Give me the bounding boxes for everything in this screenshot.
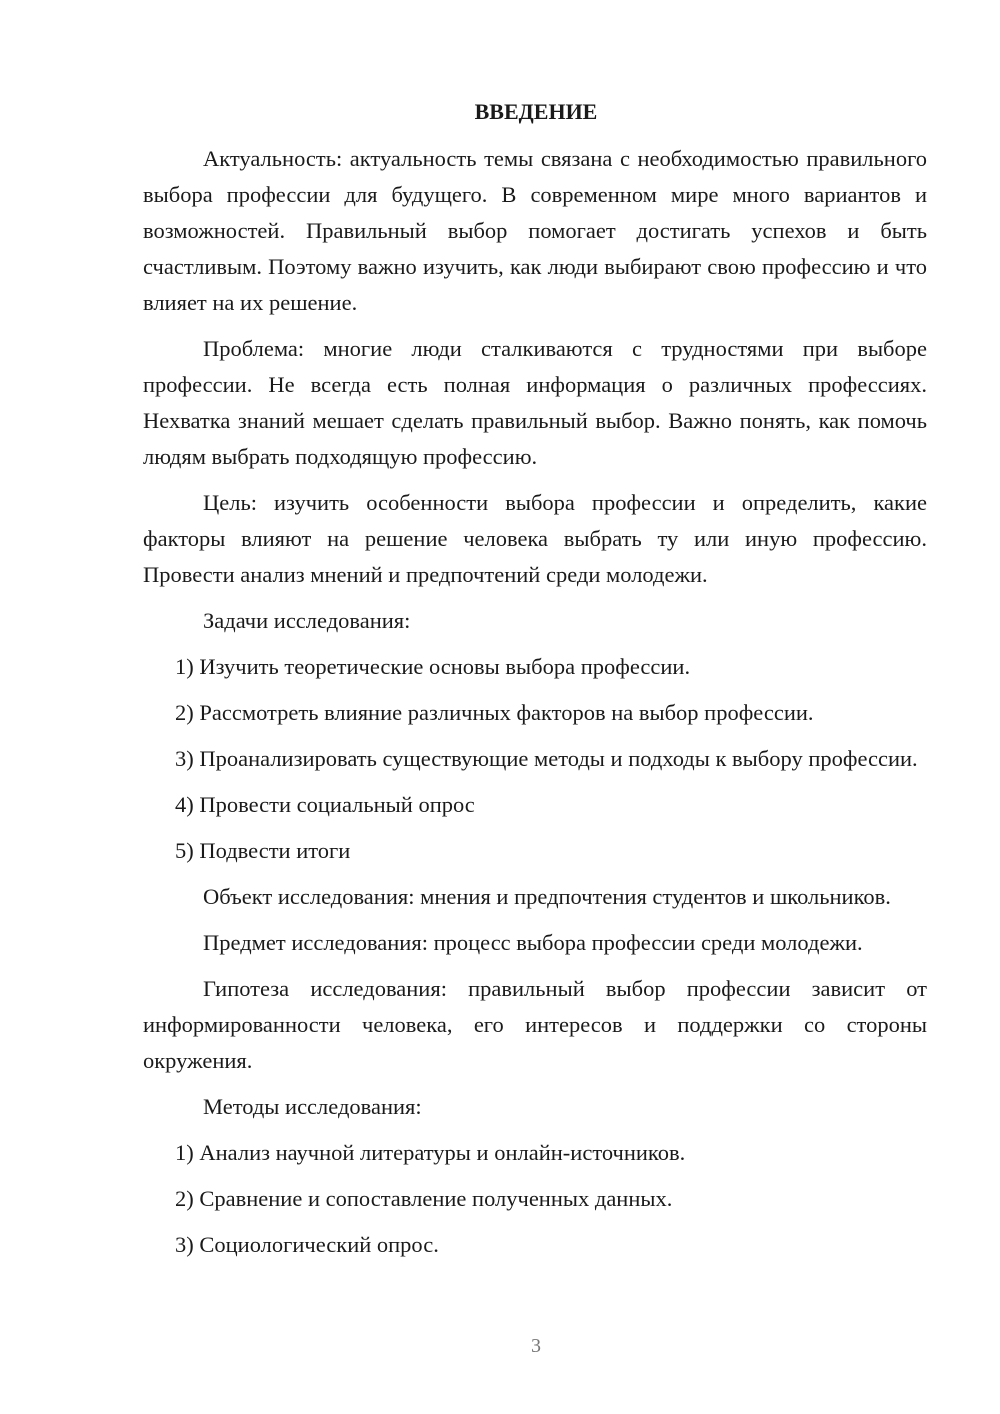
hypothesis-paragraph: Гипотеза исследования: правильный выбор профессии зависит от информированности человека, его интересов и поддержки со стороны окружения. [143, 976, 927, 1073]
object-paragraph: Объект исследования: мнения и предпочтения студентов и школьников. [203, 884, 891, 909]
methods-heading: Методы исследования: [203, 1094, 422, 1119]
goal-paragraph: Цель: изучить особенности выбора профессии и определить, какие факторы влияют на решение человека выбрать ту или иную профессию. Провести анализ мнений и предпочтений среди молодежи. [143, 490, 927, 587]
document-body [143, 141, 927, 1273]
tasks-heading: Задачи исследования: [203, 608, 411, 633]
page-title: ВВЕДЕНИЕ [474, 99, 598, 124]
page-number: 3 [531, 1335, 541, 1357]
problem-paragraph: Проблема: многие люди сталкиваются с трудностями при выборе профессии. Не всегда есть полная информация о различных профессиях. Нехватка знаний мешает сделать правильный выбор. Важно понять, как помочь людям выбрать подходящую профессию. [143, 336, 927, 469]
task-item: 4) Провести социальный опрос [175, 792, 475, 817]
subject-paragraph: Предмет исследования: процесс выбора профессии среди молодежи. [203, 930, 863, 955]
method-item: 2) Сравнение и сопоставление полученных данных. [175, 1186, 673, 1211]
task-item: 5) Подвести итоги [175, 838, 351, 863]
task-item: 2) Рассмотреть влияние различных факторов на выбор профессии. [175, 700, 814, 725]
method-item: 1) Анализ научной литературы и онлайн-источников. [175, 1140, 686, 1165]
task-item: 1) Изучить теоретические основы выбора профессии. [175, 654, 691, 679]
relevance-paragraph: Актуальность: актуальность темы связана с необходимостью правильного выбора профессии для будущего. В современном мире много вариантов и возможностей. Правильный выбор помогает достигать успехов и быть счастливым. Поэтому важно изучить, как люди выбирают свою профессию и что влияет на их решение. [143, 146, 927, 315]
method-item: 3) Социологический опрос. [175, 1232, 439, 1257]
task-item: 3) Проанализировать существующие методы и подходы к выбору профессии. [175, 746, 918, 771]
